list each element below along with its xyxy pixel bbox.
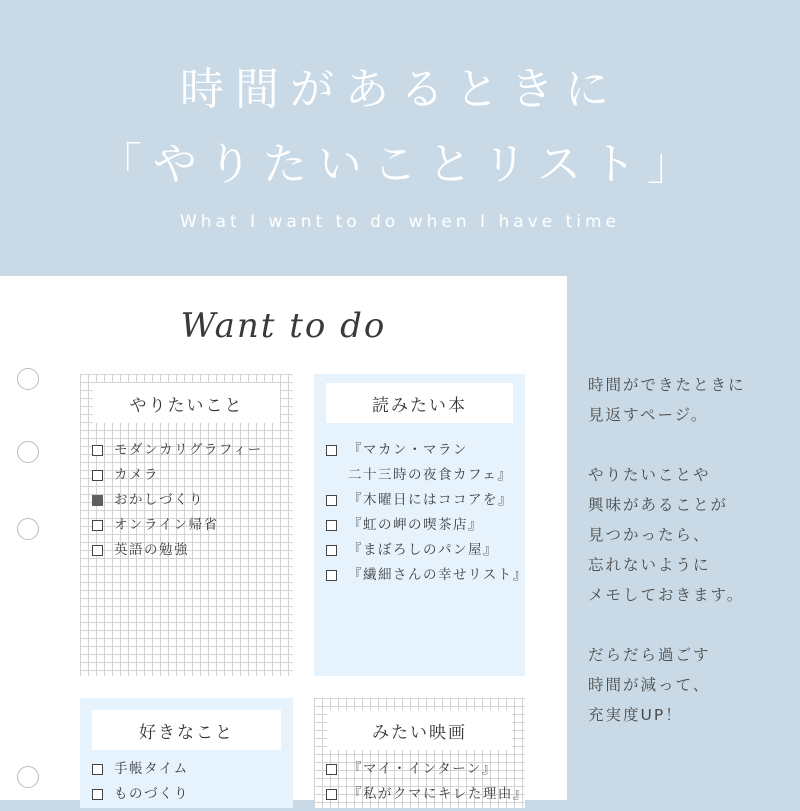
side-note-line: 時間ができたときに — [588, 376, 746, 394]
list-item — [92, 761, 189, 786]
checkbox-icon[interactable] — [92, 789, 103, 800]
checkbox-icon[interactable] — [92, 470, 103, 481]
side-note-line: 見返すページ。 — [588, 406, 709, 424]
checklist — [326, 442, 528, 592]
subtitle: What I want to do when I have time — [180, 212, 620, 232]
checkbox-icon[interactable] — [326, 445, 337, 456]
list-item-label: 『虹の岬の喫茶店』 — [348, 517, 483, 533]
card-title: 好きなこと — [92, 710, 281, 750]
list-item-continuation — [326, 467, 528, 492]
side-note-line: 見つかったら、 — [588, 526, 711, 544]
checked-checkbox-icon[interactable] — [92, 495, 103, 506]
side-note-line: 興味があることが — [588, 496, 729, 514]
list-item-label: おかしづくり — [114, 492, 204, 508]
binder-hole-icon — [17, 766, 39, 788]
checkbox-icon[interactable] — [326, 495, 337, 506]
list-item — [92, 467, 263, 492]
card-title: やりたいこと — [93, 383, 280, 423]
checkbox-icon[interactable] — [326, 764, 337, 775]
side-note-line: 時間が減って、 — [588, 676, 711, 694]
checklist — [326, 761, 528, 811]
list-item — [326, 442, 528, 467]
checkbox-icon[interactable] — [326, 789, 337, 800]
checkbox-icon[interactable] — [326, 520, 337, 531]
list-item — [92, 492, 263, 517]
list-item-label: 英語の勉強 — [114, 542, 189, 558]
list-item — [326, 786, 528, 811]
checklist — [92, 442, 263, 567]
card-yaritai — [80, 374, 293, 676]
side-note-line — [588, 610, 793, 640]
list-item — [92, 442, 263, 467]
list-item — [326, 542, 528, 567]
list-item — [326, 492, 528, 517]
list-item-label: 『繊細さんの幸せリスト』 — [348, 567, 528, 583]
card-title: 読みたい本 — [326, 383, 513, 423]
list-item — [92, 517, 263, 542]
checkbox-icon[interactable] — [92, 545, 103, 556]
list-item-label: 『私がクマにキレた理由』 — [348, 786, 528, 802]
list-item — [326, 761, 528, 786]
side-note-line: だらだら過ごす — [588, 646, 711, 664]
list-item — [326, 517, 528, 542]
side-note — [588, 370, 793, 730]
list-item-label: 手帳タイム — [114, 761, 189, 777]
list-item-label: 『木曜日にはココアを』 — [348, 492, 513, 508]
list-item-label: カメラ — [114, 467, 159, 483]
list-item-label: ものづくり — [114, 786, 189, 802]
card-movies — [314, 698, 528, 808]
binder-hole-icon — [17, 518, 39, 540]
binder-hole-icon — [17, 368, 39, 390]
page-heading: Want to do — [180, 306, 387, 346]
card-suki — [80, 698, 293, 808]
checkbox-icon[interactable] — [92, 764, 103, 775]
list-item-label: モダンカリグラフィー — [114, 442, 263, 458]
title-line-1: 時間があるときに — [180, 64, 620, 115]
card-books — [314, 374, 528, 676]
list-item-label: 『まぼろしのパン屋』 — [348, 542, 498, 558]
list-item — [92, 786, 189, 811]
side-note-line — [588, 430, 793, 460]
checkbox-icon[interactable] — [92, 520, 103, 531]
list-item-label: 『マイ・インターン』 — [348, 761, 497, 777]
title-line-2: 「やりたいことリスト」 — [97, 139, 703, 190]
checklist — [92, 761, 189, 811]
binder-hole-icon — [17, 441, 39, 463]
checkbox-icon[interactable] — [326, 545, 337, 556]
card-title: みたい映画 — [327, 710, 512, 750]
side-note-line: やりたいことや — [588, 466, 711, 484]
list-item-label: 二十三時の夜食カフェ』 — [348, 467, 513, 483]
notebook-page — [0, 276, 567, 800]
checkbox-icon[interactable] — [92, 445, 103, 456]
list-item-label: 『マカン・マラン — [348, 442, 468, 458]
side-note-line: 充実度UP！ — [588, 706, 683, 724]
list-item — [326, 567, 528, 592]
list-item-label: オンライン帰省 — [114, 517, 219, 533]
side-note-line: 忘れないように — [588, 556, 711, 574]
list-item — [92, 542, 263, 567]
side-note-line: メモしておきます。 — [588, 586, 745, 604]
checkbox-icon[interactable] — [326, 570, 337, 581]
